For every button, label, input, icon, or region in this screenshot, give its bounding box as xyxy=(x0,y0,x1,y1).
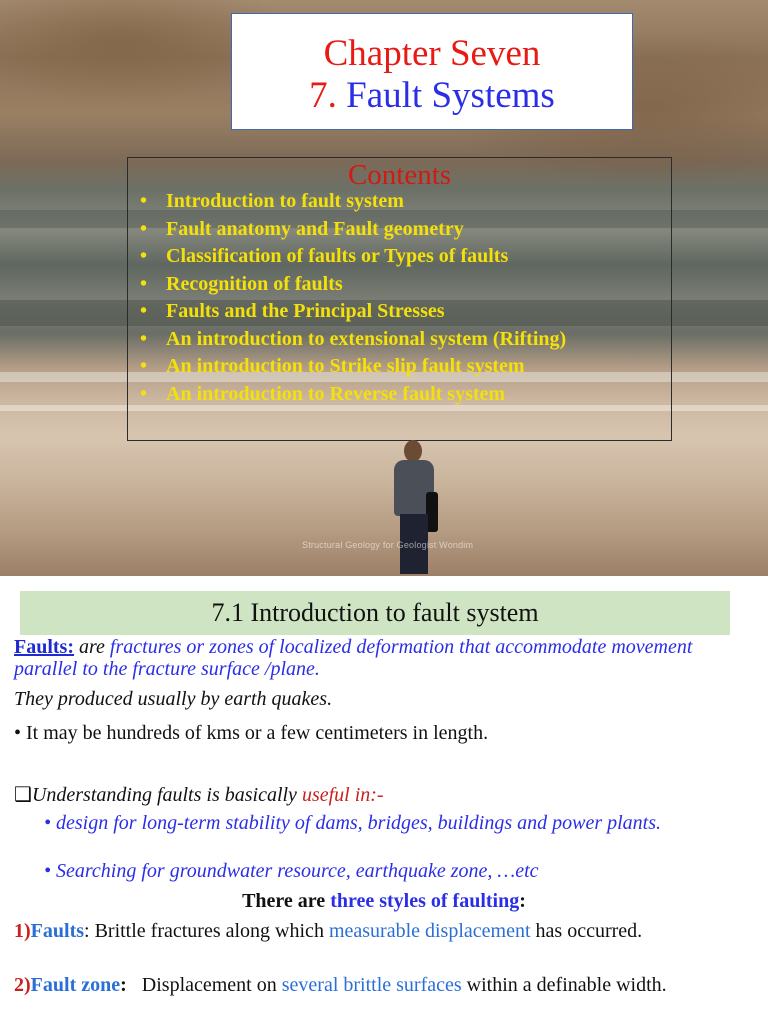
geologist-figure xyxy=(390,440,438,576)
contents-item: • Classification of faults or Types of faults xyxy=(140,245,509,267)
contents-list xyxy=(138,188,663,408)
style-faults: 1)Faults: Brittle fractures along which measurable displacement has occurred. xyxy=(14,920,643,942)
chapter-subtitle xyxy=(232,74,632,118)
useful-item: • design for long-term stability of dams, bridges, buildings and power plants. xyxy=(44,812,662,834)
chapter-number: 7. xyxy=(309,75,337,116)
chapter-title: Chapter Seven xyxy=(323,33,541,74)
chapter-name: Fault Systems xyxy=(346,75,555,116)
contents-item: • Faults and the Principal Stresses xyxy=(140,300,445,322)
contents-item: • Recognition of faults xyxy=(140,272,343,295)
section-title: 7.1 Introduction to fault system xyxy=(211,598,539,627)
checkbox-bullet-icon: ❑ xyxy=(14,784,32,806)
style-fault-zone: 2)Fault zone: Displacement on several brittle surfaces within a definable width. xyxy=(14,974,667,996)
faults-definition: Faults: are fractures or zones of localized deformation that accommodate movement parallel to the fracture surface /plane. xyxy=(14,636,693,680)
watermark: Structural Geology for Geologist Wondim xyxy=(302,540,474,550)
contents-item: • Fault anatomy and Fault geometry xyxy=(140,217,464,240)
section-title-bar xyxy=(20,591,730,635)
contents-box xyxy=(127,157,672,441)
useful-item: • Searching for groundwater resource, earthquake zone, …etc xyxy=(44,860,539,882)
three-styles-heading: There are three styles of faulting: xyxy=(242,890,526,912)
faults-term: Faults: xyxy=(14,636,74,658)
understanding-heading: ❑Understanding faults is basically useful in:- xyxy=(14,784,384,806)
earthquake-note: They produced usually by earth quakes. xyxy=(14,688,333,710)
title-box xyxy=(231,13,633,130)
contents-item: • An introduction to Reverse fault system xyxy=(140,382,506,405)
contents-item: • An introduction to Strike slip fault system xyxy=(140,355,525,377)
contents-item: • An introduction to extensional system (Rifting) xyxy=(140,327,567,350)
contents-item: • Introduction to fault system xyxy=(140,190,404,212)
content-slide xyxy=(0,576,768,1024)
contents-heading: Contents xyxy=(347,159,452,191)
length-note: • It may be hundreds of kms or a few centimeters in length. xyxy=(14,722,489,744)
